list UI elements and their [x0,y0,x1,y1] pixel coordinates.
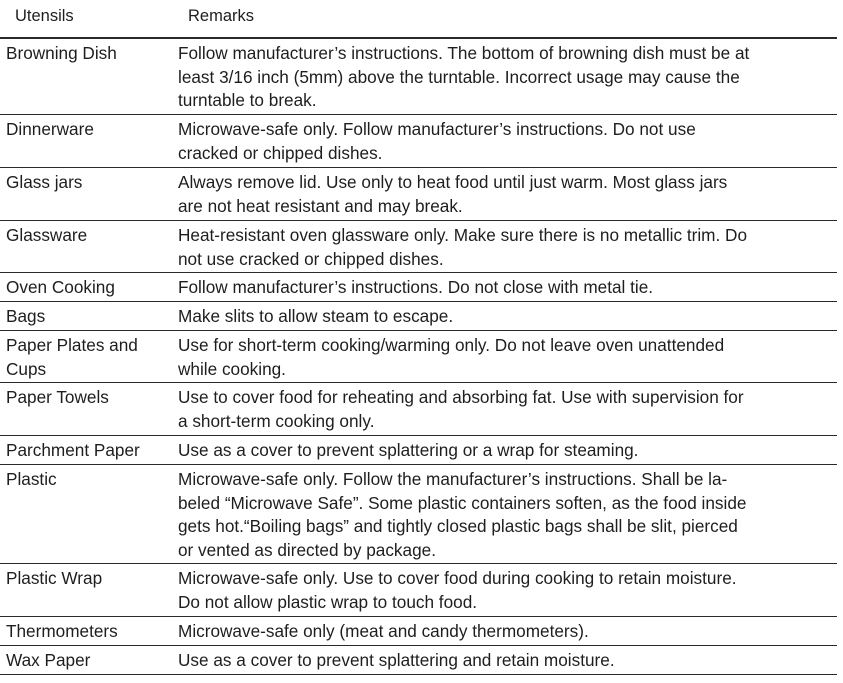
header-utensils: Utensils [15,7,74,25]
table-header [0,0,843,38]
table-body [0,39,837,675]
utensil-cell: Wax Paper [6,650,91,670]
remarks-cell: Microwave-safe only. Follow manufacturer’s instructions. Do not use cracked or chipped dishes. [178,119,696,163]
remarks-cell: Heat-resistant oven glassware only. Make sure there is no metallic trim. Do not use cracked or chipped dishes. [178,225,747,269]
utensil-cell: Bags [6,306,46,326]
table-row [0,436,837,465]
utensil-cell: Plastic [6,469,57,489]
utensil-cell: Plastic Wrap [6,568,103,588]
remarks-cell: Use to cover food for reheating and absorbing fat. Use with supervision for a short-term cooking only. [178,387,744,431]
table-row [0,39,837,115]
utensil-cell: Glassware [6,225,88,245]
table-row [0,331,837,383]
table-row [0,221,837,273]
table-row [0,115,837,168]
remarks-cell: Make slits to allow steam to escape. [178,306,454,326]
utensil-cell: Dinnerware [6,119,94,139]
header-remarks: Remarks [188,7,255,25]
table-row [0,564,837,617]
table-row [0,646,837,675]
remarks-cell: Use as a cover to prevent splattering and retain moisture. [178,650,615,670]
table-row [0,465,837,564]
utensil-cell: Oven Cooking [6,277,115,297]
remarks-cell: Always remove lid. Use only to heat food until just warm. Most glass jars are not heat resistant and may break. [178,172,728,216]
utensil-cell: Thermometers [6,621,118,641]
utensil-cell: Paper Plates and Cups [6,335,138,379]
utensil-cell: Glass jars [6,172,83,192]
table-row [0,302,837,331]
remarks-cell: Microwave-safe only. Follow the manufacturer’s instructions. Shall be la- beled “Microwave Safe”. Some plastic containers soften, as the food inside gets hot.“Boiling bags” and tightly closed plastic bags shall be slit, pierced or vented as directed by package. [178,469,747,560]
remarks-cell: Use for short-term cooking/warming only. Do not leave oven unattended while cooking. [178,335,725,379]
table-row [0,383,837,436]
remarks-cell: Use as a cover to prevent splattering or a wrap for steaming. [178,440,639,460]
utensil-cell: Parchment Paper [6,440,140,460]
table-row [0,168,837,221]
remarks-cell: Follow manufacturer’s instructions. The bottom of browning dish must be at least 3/16 inch (5mm) above the turntable. Incorrect usage may cause the turntable to break. [178,43,750,110]
utensil-cell: Paper Towels [6,387,109,407]
remarks-cell: Microwave-safe only. Use to cover food during cooking to retain moisture. Do not allow plastic wrap to touch food. [178,568,737,612]
utensil-cell: Browning Dish [6,43,117,63]
table-row [0,273,837,302]
remarks-cell: Follow manufacturer’s instructions. Do not close with metal tie. [178,277,654,297]
table-row [0,617,837,646]
remarks-cell: Microwave-safe only (meat and candy thermometers). [178,621,589,641]
